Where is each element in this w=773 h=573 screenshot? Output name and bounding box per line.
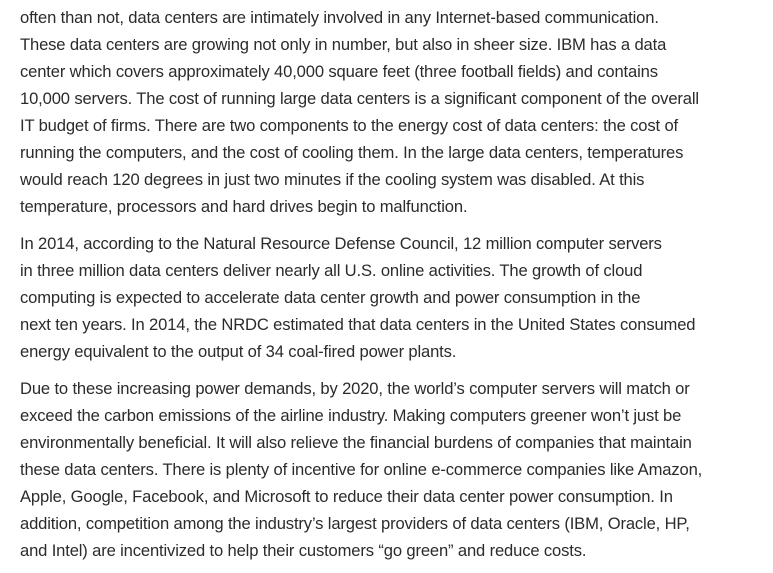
text-line: 10,000 servers. The cost of running large data centers is a significant component of the overall bbox=[20, 89, 699, 108]
text-line: These data centers are growing not only in number, but also in sheer size. IBM has a data bbox=[20, 35, 667, 54]
paragraph-nrdc-servers bbox=[20, 230, 766, 365]
text-line: IT budget of firms. There are two components to the energy cost of data centers: the cost of bbox=[20, 116, 678, 135]
text-line: exceed the carbon emissions of the airline industry. Making computers greener won’t just be bbox=[20, 406, 682, 425]
text-line: environmentally beneficial. It will also relieve the financial burdens of companies that maintain bbox=[20, 433, 692, 452]
text-line: would reach 120 degrees in just two minutes if the cooling system was disabled. At this bbox=[20, 170, 645, 189]
text-line: these data centers. There is plenty of incentive for online e-commerce companies like Amazon, bbox=[20, 460, 703, 479]
text-line: energy equivalent to the output of 34 coal-fired power plants. bbox=[20, 342, 457, 361]
text-line: temperature, processors and hard drives begin to malfunction. bbox=[20, 197, 468, 216]
paragraph-data-center-size bbox=[20, 4, 766, 220]
text-line: Apple, Google, Facebook, and Microsoft to reduce their data center power consumption. In bbox=[20, 487, 673, 506]
text-line: In 2014, according to the Natural Resource Defense Council, 12 million computer servers bbox=[20, 234, 662, 253]
text-line: in three million data centers deliver nearly all U.S. online activities. The growth of cloud bbox=[20, 261, 643, 280]
text-line: addition, competition among the industry’s largest providers of data centers (IBM, Oracle, HP, bbox=[20, 514, 690, 533]
text-line: and Intel) are incentivized to help their customers “go green” and reduce costs. bbox=[20, 541, 587, 560]
text-line: often than not, data centers are intimately involved in any Internet-based communication. bbox=[20, 8, 659, 27]
text-line: running the computers, and the cost of cooling them. In the large data centers, temperatures bbox=[20, 143, 684, 162]
text-line: center which covers approximately 40,000 square feet (three football fields) and contains bbox=[20, 62, 658, 81]
text-line: Due to these increasing power demands, by 2020, the world’s computer servers will match or bbox=[20, 379, 690, 398]
text-line: next ten years. In 2014, the NRDC estimated that data centers in the United States consumed bbox=[20, 315, 696, 334]
document-body bbox=[20, 4, 766, 564]
text-line: computing is expected to accelerate data center growth and power consumption in the bbox=[20, 288, 641, 307]
paragraph-power-demands bbox=[20, 375, 766, 564]
